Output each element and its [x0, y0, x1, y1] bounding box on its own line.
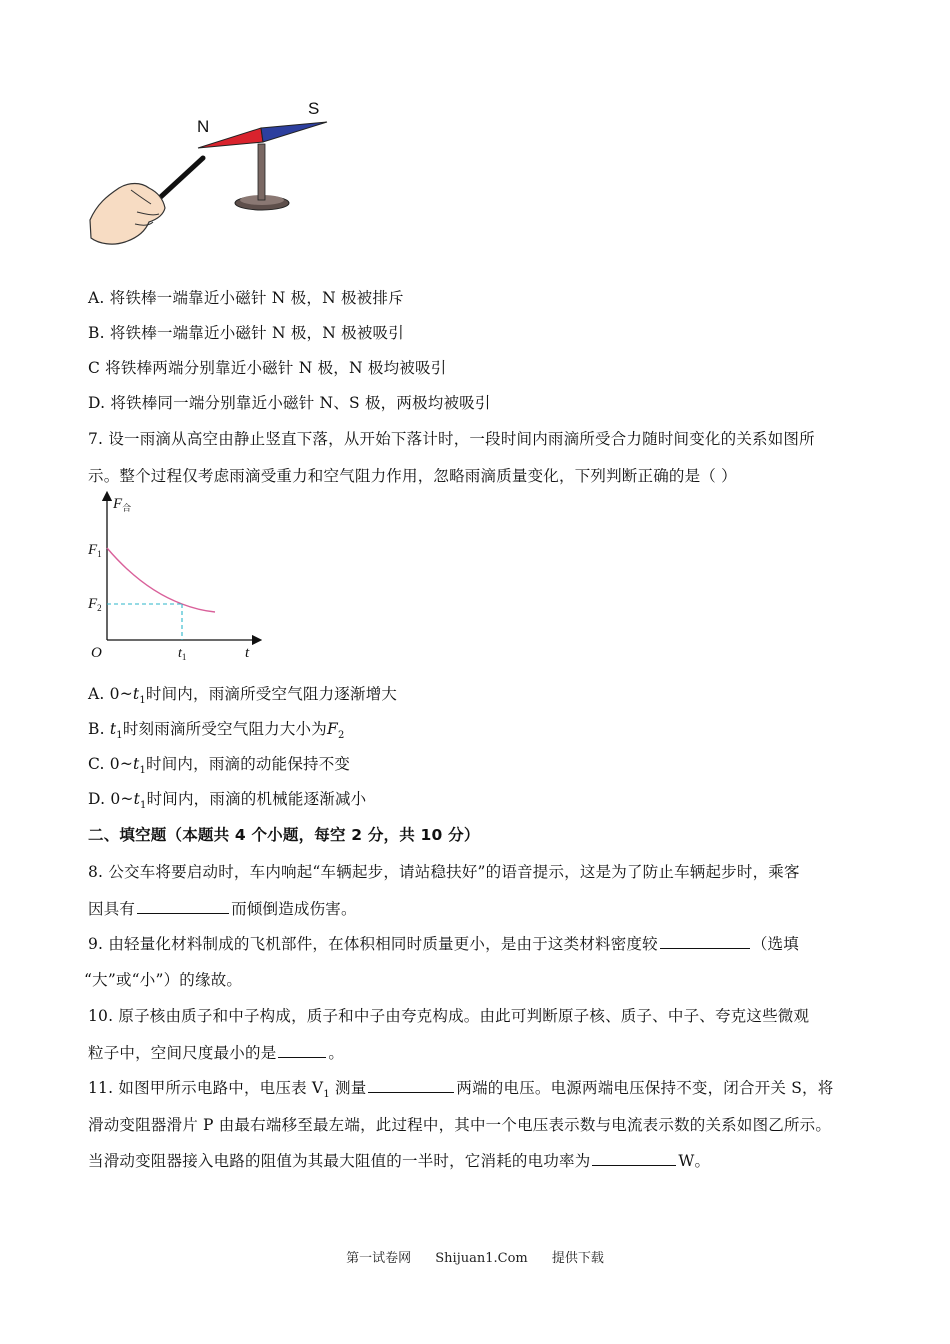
t1-label-sub: 1	[181, 652, 187, 662]
north-pole-label: N	[197, 117, 210, 136]
hand-illustration	[90, 184, 165, 245]
q6-option-a: A. 将铁棒一端靠近小磁针 N 极，N 极被排斥	[88, 289, 404, 307]
q10-line1: 10. 原子核由质子和中子构成，质子和中子由夸克构成。由此可判断原子核、质子、中子、夸克这些微观	[88, 1007, 810, 1025]
q6-option-d: D. 将铁棒同一端分别靠近小磁针 N、S 极，两极均被吸引	[88, 394, 491, 412]
f2-label: F	[88, 596, 98, 612]
q7-option-c: C. $0\sim t_1$时间内，雨滴的动能保持不变	[88, 755, 351, 777]
q8-line1: 8. 公交车将要启动时，车内响起“车辆起步，请站稳扶好”的语音提示，这是为了防止车辆起步时，乘客	[88, 863, 800, 881]
svg-text:F1	[87, 542, 102, 559]
svg-text:F2	[87, 596, 102, 613]
f1-label: F	[88, 542, 98, 558]
f2-label-sub: 2	[97, 603, 102, 613]
q7-option-d: D. $0\sim t_1$时间内，雨滴的机械能逐渐减小	[88, 790, 367, 812]
q9-line2: “大”或“小”）的缘故。	[84, 971, 243, 989]
y-axis-label-sub: 合	[122, 503, 132, 513]
q11-answer-blank-2[interactable]	[592, 1150, 676, 1166]
svg-text:F合	[112, 496, 131, 513]
footer-note: 提供下载	[551, 1251, 604, 1266]
q7-stem-line1: 7. 设一雨滴从高空由静止竖直下落，从开始下落计时，一段时间内雨滴所受合力随时间变化的关系如图所	[88, 430, 815, 448]
q6-option-c: C 将铁棒两端分别靠近小磁针 N 极，N 极均被吸引	[88, 359, 447, 377]
y-axis-label: F	[113, 496, 123, 512]
footer-domain: Shijuan1.Com	[435, 1251, 528, 1266]
q11-line3: 当滑动变阻器接入电路的阻值为其最大阻值的一半时，它消耗的电功率为 W。	[88, 1152, 711, 1170]
force-time-graph	[85, 490, 270, 665]
q9-answer-blank[interactable]	[660, 933, 750, 949]
x-axis-label: t	[245, 645, 250, 661]
q6-option-b: B. 将铁棒一端靠近小磁针 N 极，N 极被吸引	[88, 324, 404, 342]
q11-line1: 11. 如图甲所示电路中，电压表 $V_1$ 测量 两端的电压。电源两端电压保持不变，闭合开关 S，将	[88, 1079, 834, 1101]
q11-line2: 滑动变阻器滑片 P 由最右端移至最左端，此过程中，其中一个电压表示数与电流表示数的关系如图乙所示。	[88, 1116, 832, 1134]
f1-label-sub: 1	[97, 549, 102, 559]
force-curve	[107, 548, 215, 612]
page-footer	[0, 1247, 950, 1266]
south-pole-label: S	[308, 99, 320, 118]
q7-stem-line2: 示。整个过程仅考虑雨滴受重力和空气阻力作用，忽略雨滴质量变化，下列判断正确的是（ ）	[88, 467, 737, 485]
footer-site-name: 第一试卷网	[346, 1251, 412, 1266]
svg-text:t1	[178, 646, 186, 662]
magnet-compass-figure	[85, 92, 345, 252]
q11-answer-blank-1[interactable]	[368, 1077, 454, 1093]
q10-line2: 粒子中，空间尺度最小的是 。	[88, 1044, 345, 1062]
origin-label: O	[91, 645, 102, 661]
q8-line2: 因具有 而倾倒造成伤害。	[88, 900, 357, 918]
q9-line1: 9. 由轻量化材料制成的飞机部件，在体积相同时质量更小，是由于这类材料密度较 （选填	[88, 935, 799, 953]
compass-needle-south	[261, 122, 327, 142]
q7-option-b: B. $t_1$时刻雨滴所受空气阻力大小为$F_2$	[88, 720, 345, 742]
q10-answer-blank[interactable]	[278, 1042, 326, 1058]
q8-answer-blank[interactable]	[137, 898, 229, 914]
section-2-heading: 二、填空题（本题共 4 个小题，每空 2 分，共 10 分）	[88, 826, 480, 844]
compass-stand-pole	[258, 144, 265, 200]
t1-label: t	[178, 646, 182, 661]
q7-option-a: A. $0\sim t_1$时间内，雨滴所受空气阻力逐渐增大	[88, 685, 398, 707]
